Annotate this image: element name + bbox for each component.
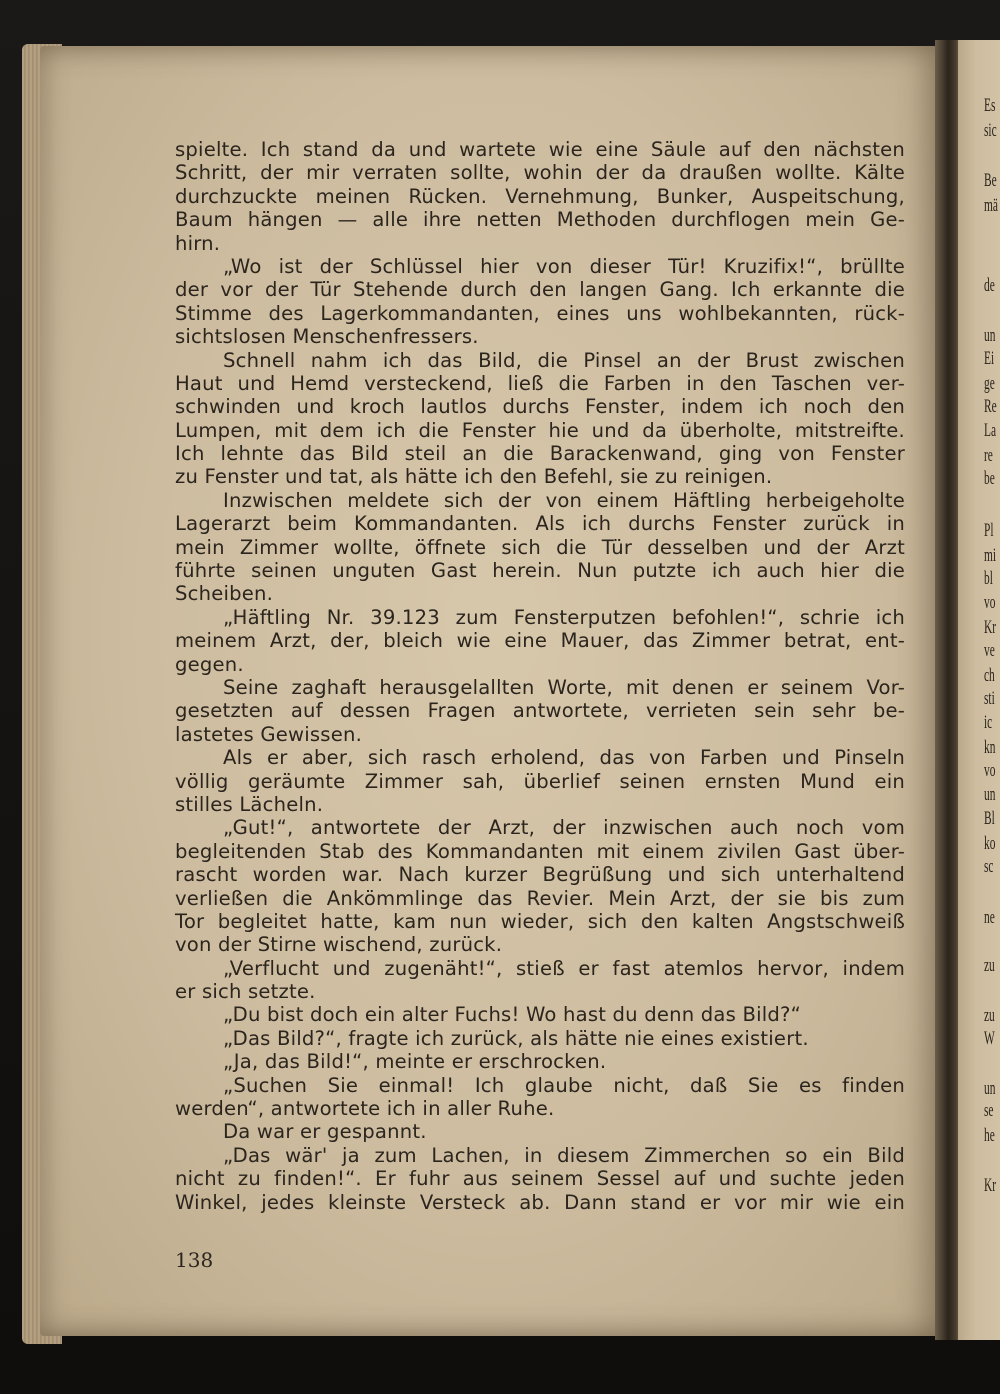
text-line: schwinden und kroch lautlos durchs Fenster, indem ich noch den	[175, 395, 905, 419]
adjacent-page-fragment: he	[984, 1125, 995, 1146]
text-line: verließen die Ankömmlinge das Revier. Mein Arzt, der sie bis zum	[175, 886, 905, 910]
text-line: hirn.	[175, 231, 221, 255]
adjacent-page-fragment: ch	[984, 665, 995, 686]
text-line: er sich setzte.	[175, 980, 316, 1004]
adjacent-page-fragment: W	[984, 1028, 995, 1049]
text-line: „Ja, das Bild!“, meinte er erschrocken.	[223, 1050, 607, 1074]
adjacent-page-fragment: Kr	[984, 617, 997, 638]
adjacent-page-fragment: ve	[984, 640, 995, 661]
text-line: „Das Bild?“, fragte ich zurück, als hätte nie eines existiert.	[223, 1026, 809, 1050]
adjacent-page-fragment: Ei	[984, 348, 995, 369]
text-line: Schritt, der mir verraten sollte, wohin der da draußen wollte. Kälte	[175, 161, 905, 185]
text-line: Baum hängen — alle ihre netten Methoden durchflogen mein Ge-	[175, 208, 905, 232]
text-line: spielte. Ich stand da und wartete wie eine Säule auf den nächsten	[175, 138, 905, 161]
text-line: „Das wär' ja zum Lachen, in diesem Zimmerchen so ein Bild	[223, 1143, 905, 1167]
text-line: „Suchen Sie einmal! Ich glaube nicht, daß Sie es finden	[223, 1073, 905, 1097]
adjacent-page	[958, 40, 1000, 1340]
adjacent-page-fragment: sic	[984, 120, 997, 141]
adjacent-page-fragment: ic	[984, 712, 993, 733]
text-line: zu Fenster und tat, als hätte ich den Befehl, sie zu reinigen.	[175, 465, 773, 489]
text-line: stilles Lächeln.	[175, 792, 324, 816]
text-line: Inzwischen meldete sich der von einem Häftling herbeigeholte	[223, 488, 905, 512]
text-line: mein Zimmer wollte, öffnete sich die Tür desselben und der Arzt	[175, 535, 905, 559]
adjacent-page-fragment: Bl	[984, 808, 995, 829]
adjacent-page-fragment: mi	[984, 545, 997, 566]
adjacent-page-fragment: mä	[984, 195, 998, 216]
adjacent-page-fragment: bl	[984, 568, 993, 589]
adjacent-page-fragment: kn	[984, 737, 996, 758]
text-line: Lagerarzt beim Kommandanten. Als ich durchs Fenster zurück in	[175, 512, 905, 536]
text-line: Haut und Hemd versteckend, ließ die Farben in den Taschen ver-	[175, 371, 905, 395]
adjacent-page-fragment: vo	[984, 760, 996, 781]
adjacent-page-fragment: un	[984, 325, 996, 346]
body-text	[175, 138, 905, 1214]
text-line: „Verflucht und zugenäht!“, stieß er fast atemlos hervor, indem	[223, 956, 905, 980]
text-line: „Häftling Nr. 39.123 zum Fensterputzen befohlen!“, schrie ich	[223, 605, 905, 629]
adjacent-page-fragment: Pl	[984, 520, 994, 541]
text-line: sichtslosen Menschenfressers.	[175, 325, 479, 349]
text-line: Als er aber, sich rasch erholend, das von Farben und Pinseln	[223, 746, 905, 770]
adjacent-page-fragment: zu	[984, 955, 995, 976]
adjacent-page-fragment: Be	[984, 170, 997, 191]
text-line: gesetzten auf dessen Fragen antwortete, verrieten sein sehr be-	[175, 699, 905, 723]
text-line: Tor begleitet hatte, kam nun wieder, sich den kalten Angstschweiß	[175, 909, 905, 933]
text-line: völlig geräumte Zimmer sah, überlief seinen ernsten Mund ein	[175, 769, 905, 793]
text-line: Schnell nahm ich das Bild, die Pinsel an der Brust zwischen	[223, 348, 905, 372]
adjacent-page-fragment: sti	[984, 688, 995, 709]
text-line: rascht worden war. Nach kurzer Begrüßung und sich unterhaltend	[175, 863, 905, 887]
adjacent-page-fragment: be	[984, 468, 995, 489]
adjacent-page-fragment: Kr	[984, 1175, 997, 1196]
text-line: begleitenden Stab des Kommandanten mit einem zivilen Gast über-	[175, 839, 905, 863]
adjacent-page-fragment: un	[984, 1078, 996, 1099]
adjacent-page-fragment: ge	[984, 373, 995, 394]
adjacent-page-fragment: sc	[984, 856, 994, 877]
text-line: nicht zu finden!“. Er fuhr aus seinem Sessel auf und suchte jeden	[175, 1167, 905, 1191]
text-line: Da war er gespannt.	[223, 1120, 427, 1144]
text-line: meinem Arzt, der, bleich wie eine Mauer, das Zimmer betrat, ent-	[175, 629, 905, 653]
page-number: 138	[175, 1248, 214, 1272]
text-line: Winkel, jedes kleinste Versteck ab. Dann stand er vor mir wie ein	[175, 1190, 905, 1214]
text-line: gegen.	[175, 652, 244, 676]
adjacent-page-fragment: zu	[984, 1005, 995, 1026]
adjacent-page-fragment: ko	[984, 833, 996, 854]
adjacent-page-fragment: de	[984, 275, 995, 296]
text-line: Lumpen, mit dem ich die Fenster hie und da überholte, mitstreifte.	[175, 418, 905, 442]
adjacent-page-fragment: un	[984, 784, 996, 805]
adjacent-page-fragment: Es	[984, 95, 996, 116]
text-line: von der Stirne wischend, zurück.	[175, 933, 503, 957]
text-line: werden“, antwortete ich in aller Ruhe.	[175, 1097, 555, 1121]
adjacent-page-fragment: vo	[984, 592, 996, 613]
text-line: Seine zaghaft herausgelallten Worte, mit denen er seinem Vor-	[223, 675, 905, 699]
adjacent-page-fragment: re	[984, 445, 993, 466]
text-line: Stimme des Lagerkommandanten, eines uns wohlbekannten, rück-	[175, 301, 905, 325]
adjacent-page-fragment: La	[984, 420, 997, 441]
text-line: durchzuckte meinen Rücken. Vernehmung, Bunker, Auspeitschung,	[175, 184, 905, 208]
text-line: Ich lehnte das Bild steil an die Barackenwand, ging von Fenster	[175, 442, 905, 466]
text-line: „Du bist doch ein alter Fuchs! Wo hast du denn das Bild?“	[223, 1003, 801, 1027]
text-line: der vor der Tür Stehende durch den langen Gang. Ich erkannte die	[175, 278, 905, 302]
text-line: „Gut!“, antwortete der Arzt, der inzwischen auch noch vom	[223, 816, 905, 840]
text-line: „Wo ist der Schlüssel hier von dieser Tür! Kruzifix!“, brüllte	[223, 254, 905, 278]
adjacent-page-fragment: se	[984, 1100, 994, 1121]
adjacent-page-fragment: Re	[984, 396, 997, 417]
adjacent-page-fragment: ne	[984, 907, 995, 928]
text-line: führte seinen unguten Gast herein. Nun putzte ich auch hier die	[175, 559, 905, 583]
text-line: lastetes Gewissen.	[175, 722, 362, 746]
text-line: Scheiben.	[175, 582, 274, 606]
